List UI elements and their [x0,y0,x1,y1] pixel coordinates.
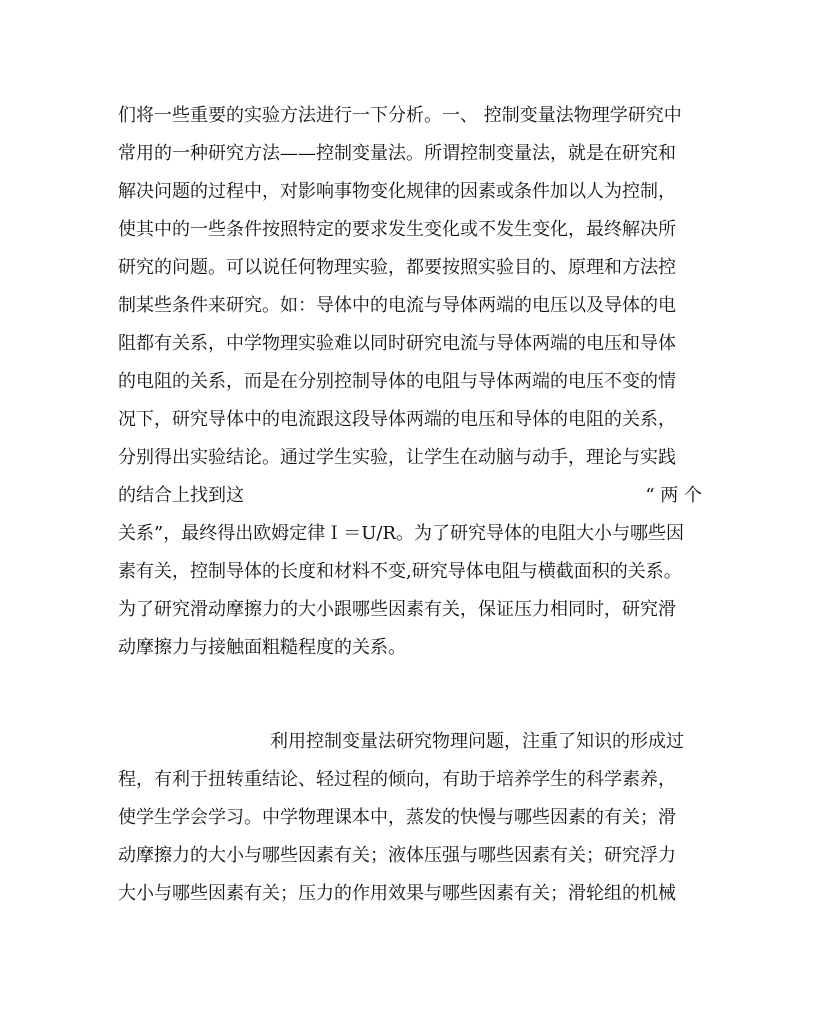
paragraph-2 [118,723,702,913]
split-line-left: 的结合上找到这 [118,485,244,506]
text-line: 的电阻的关系，而是在分别控制导体的电阻与导体两端的电压不变的情 [118,371,676,392]
text-line: 使学生学会学习。中学物理课本中，蒸发的快慢与哪些因素的有关；滑 [118,807,676,828]
text-line: 动摩擦力与接触面粗糙程度的关系。 [118,637,406,658]
text-line: 研究的问题。可以说任何物理实验，都要按照实验目的、原理和方法控 [118,257,676,278]
text-line: 使其中的一些条件按照特定的要求发生变化或不发生变化，最终解决所 [118,219,676,240]
text-line: 们将一些重要的实验方法进行一下分析。一、 控制变量法物理学研究中 [118,105,682,126]
text-line: 程，有利于扭转重结论、轻过程的倾向，有助于培养学生的科学素养， [118,769,676,790]
text-line: 常用的一种研究方法——控制变量法。所谓控制变量法，就是在研究和 [118,143,676,164]
text-line: 素有关，控制导体的长度和材料不变,研究导体电阻与横截面积的关系。 [118,561,682,582]
text-line: 动摩擦力的大小与哪些因素有关；液体压强与哪些因素有关；研究浮力 [118,845,676,866]
paragraph-1 [118,97,702,667]
text-line: 制某些条件来研究。如：导体中的电流与导体两端的电压以及导体的电 [118,295,676,316]
text-line: 分别得出实验结论。通过学生实验，让学生在动脑与动手，理论与实践 [118,447,676,468]
text-line: 解决问题的过程中，对影响事物变化规律的因素或条件加以人为控制， [118,181,676,202]
text-line: 关系”，最终得出欧姆定律Ｉ＝U/R。为了研究导体的电阻大小与哪些因 [118,523,684,544]
split-line-right: “ 两 个 [645,485,702,506]
text-line: 阻都有关系，中学物理实验难以同时研究电流与导体两端的电压和导体 [118,333,676,354]
text-line: 为了研究滑动摩擦力的大小跟哪些因素有关，保证压力相同时，研究滑 [118,599,676,620]
split-text-line [118,477,702,515]
text-line: 况下，研究导体中的电流跟这段导体两端的电压和导体的电阻的关系， [118,409,676,430]
text-line: 利用控制变量法研究物理问题，注重了知识的形成过 [270,731,684,752]
text-line: 大小与哪些因素有关；压力的作用效果与哪些因素有关；滑轮组的机械 [118,883,676,904]
